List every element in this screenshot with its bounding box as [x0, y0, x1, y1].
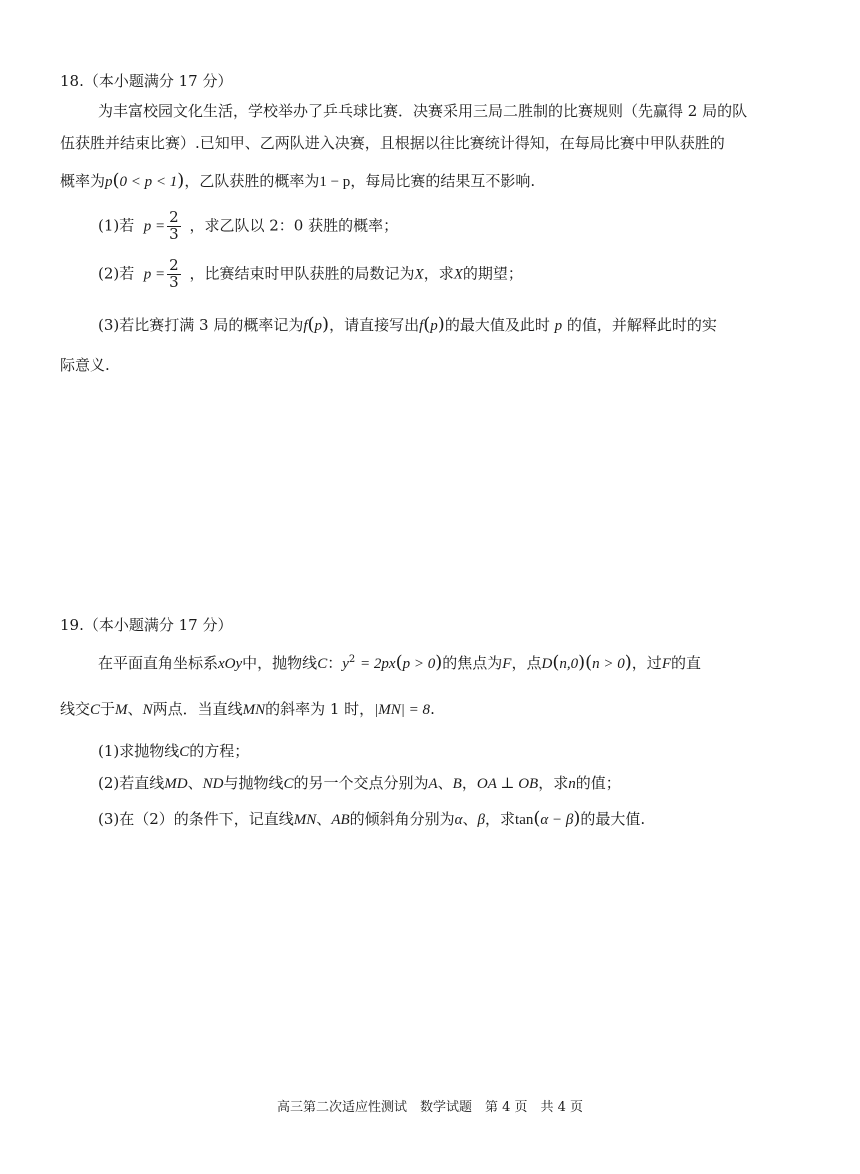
q19-part2: (2)若直线MD、ND与抛物线C的另一个交点分别为A、B，OA ⊥ OB，求n的值； [98, 774, 621, 792]
q19-line2: 线交C于M、N两点．当直线MN的斜率为 1 时，|MN| = 8. [60, 700, 435, 718]
fraction-two-thirds: $\frac{2}{3}$ [169, 256, 179, 291]
q18-part1: (1)若 p = $\frac{2}{3}$ ，求乙队以 2：0 获胜的概率； [98, 208, 399, 243]
q19-part3: (3)在（2）的条件下，记直线MN、AB的倾斜角分别为α、β，求tan(α − β)的最大值. [98, 808, 646, 829]
q19-header: 19.（本小题满分 17 分） [60, 616, 233, 634]
q18-line2: 伍获胜并结束比赛）.已知甲、乙两队进入决赛，且根据以往比赛统计得知，在每局比赛中甲队获胜的 [60, 134, 725, 152]
q19-line1: 在平面直角坐标系xOy中，抛物线C：$y^2 = 2px(p > 0)$的焦点为F，点D(n,0)(n > 0)，过F的直 [98, 652, 701, 673]
page-footer: 高三第二次适应性测试 数学试题 第 4 页 共 4 页 [276, 1100, 584, 1115]
q18-header: 18.（本小题满分 17 分） [60, 72, 233, 90]
q18-line3: 概率为p(0 < p < 1)，乙队获胜的概率为1 − p，每局比赛的结果互不影响. [60, 170, 536, 191]
q18-part3-cont: 际意义. [60, 356, 110, 374]
q18-part2: (2)若 p = $\frac{2}{3}$ ，比赛结束时甲队获胜的局数记为X，求X的期望； [98, 256, 523, 291]
fraction-two-thirds: $\frac{2}{3}$ [169, 208, 179, 243]
q19-part1: (1)求抛物线C的方程； [98, 742, 250, 760]
q18-line1: 为丰富校园文化生活，学校举办了乒乓球比赛．决赛采用三局二胜制的比赛规则（先赢得 2 局的队 [98, 102, 748, 120]
q18-part3: (3)若比赛打满 3 局的概率记为f(p)，请直接写出f(p)的最大值及此时 p 的值，并解释此时的实 [98, 314, 717, 335]
